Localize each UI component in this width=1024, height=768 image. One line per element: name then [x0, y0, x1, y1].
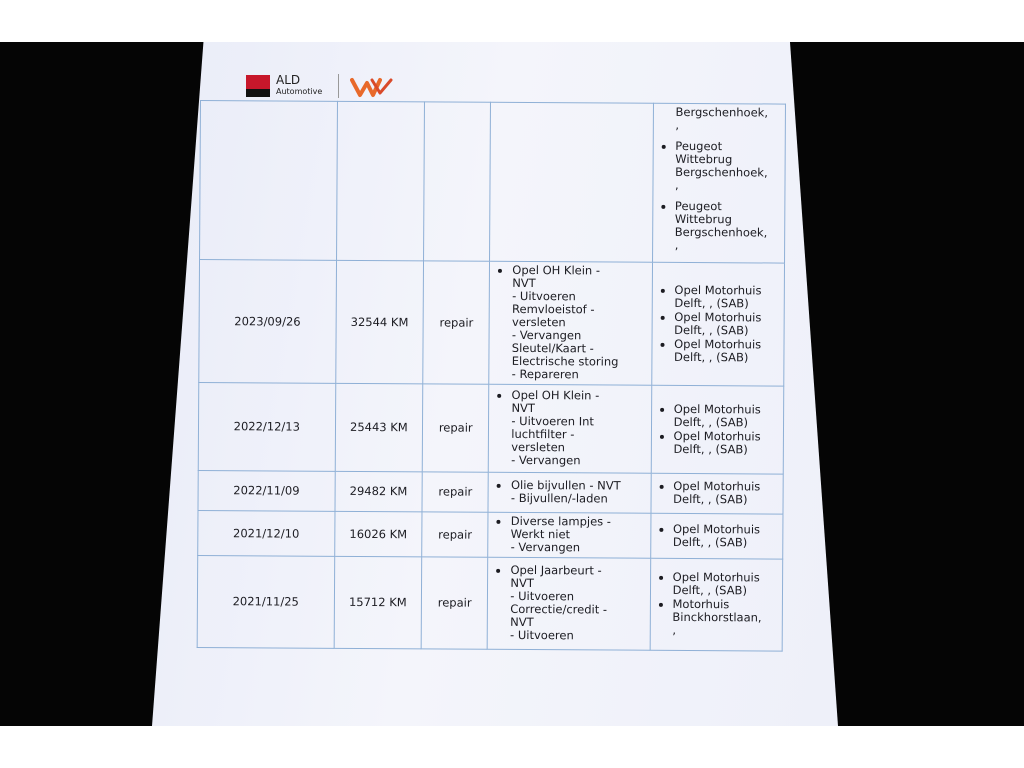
location-item-line: • Opel Motorhuis: [674, 282, 762, 297]
location-cell: [652, 103, 785, 263]
date-cell: 2021/12/10: [198, 510, 335, 556]
description-item-line: - Vervangen: [511, 327, 582, 343]
description-item-line: NVT: [510, 575, 534, 591]
description-cell: [490, 102, 653, 262]
description-item: [512, 264, 646, 382]
mileage-cell: 29482 KM: [335, 471, 423, 512]
logo-name: ALD: [276, 73, 301, 87]
description-item-line: NVT: [512, 275, 536, 291]
location-item: [674, 402, 778, 429]
type-cell: repair: [422, 384, 489, 472]
description-item: [511, 389, 645, 468]
location-item-line: Delft, , (SAB): [673, 349, 749, 364]
type-cell: repair: [422, 512, 488, 557]
location-item: [674, 337, 778, 364]
date-cell: 2023/09/26: [199, 260, 336, 384]
description-list: [495, 515, 644, 555]
table-row: [198, 382, 784, 474]
description-item-line: • Opel OH Klein -: [511, 387, 600, 403]
location-item: [673, 571, 777, 598]
description-item-line: Correctie/credit -: [510, 601, 608, 617]
location-cell: [650, 513, 783, 559]
logo-subtitle: Automotive: [276, 87, 323, 96]
location-item-line: • Opel Motorhuis: [672, 569, 760, 585]
location-cell: [651, 473, 784, 514]
type-cell: repair: [421, 557, 488, 649]
location-item-line: ,: [675, 117, 680, 132]
mileage-cell: 25443 KM: [335, 383, 423, 472]
maintenance-history-table-area: [197, 100, 792, 644]
location-item-line: ,: [674, 237, 679, 252]
location-item-line: Delft, , (SAB): [674, 295, 749, 310]
location-item-line: Bergschenhoek,: [675, 104, 769, 120]
table-row: [198, 470, 783, 514]
description-cell: [489, 384, 652, 473]
description-item: [510, 564, 644, 643]
location-item-line: • Opel Motorhuis: [673, 401, 761, 416]
type-cell: repair: [423, 261, 490, 384]
location-item: [675, 140, 779, 193]
table-row: [200, 101, 786, 264]
location-item: [673, 522, 777, 549]
location-list: [657, 480, 777, 507]
maintenance-history-table: [197, 100, 786, 652]
location-item-line: • Peugeot: [675, 138, 723, 154]
location-cell: [650, 558, 783, 651]
description-item-line: • Opel OH Klein -: [512, 262, 601, 278]
mileage-cell: [336, 101, 425, 261]
description-item-line: NVT: [511, 400, 536, 416]
table-row: [197, 555, 783, 651]
description-item-line: • Opel Jaarbeurt -: [510, 562, 602, 578]
location-item-line: Binckhorstlaan,: [672, 609, 762, 625]
description-item-line: • Olie bijvullen - NVT: [510, 477, 621, 493]
description-cell: [489, 261, 652, 385]
type-cell: [424, 102, 491, 261]
leaseplan-mark-icon: [350, 76, 394, 98]
description-list: [494, 564, 644, 643]
location-item-line: Bergschenhoek,: [674, 224, 768, 240]
mileage-cell: 15712 KM: [334, 556, 422, 649]
description-cell: [488, 472, 650, 513]
ald-automotive-logo: [246, 74, 396, 102]
description-item-line: - Vervangen: [510, 539, 581, 555]
location-item-line: Delft, , (SAB): [673, 441, 748, 456]
location-item-line: • Peugeot: [674, 198, 722, 214]
location-list: [659, 106, 779, 253]
mileage-cell: 32544 KM: [335, 260, 423, 384]
logo-divider: [338, 74, 339, 98]
location-item: [673, 429, 777, 456]
location-item-line: ,: [672, 622, 677, 637]
description-list: [495, 389, 645, 468]
location-item: [672, 598, 776, 638]
location-item-line: Wittebrug: [675, 151, 733, 167]
description-item-line: • Diverse lampjes -: [510, 513, 612, 529]
description-item-line: - Repareren: [511, 366, 579, 382]
description-item-line: - Uitvoeren: [510, 588, 575, 604]
description-item-line: - Uitvoeren: [510, 627, 574, 643]
description-item-line: - Uitvoeren Int: [511, 413, 594, 429]
date-cell: [200, 101, 338, 261]
location-item-line: Delft, , (SAB): [674, 322, 749, 337]
description-item-line: versleten: [511, 439, 566, 455]
location-list: [658, 283, 778, 364]
location-item-line: Delft, , (SAB): [672, 582, 748, 598]
table-row: [199, 260, 785, 387]
date-cell: 2021/11/25: [197, 555, 334, 648]
description-item: [511, 479, 644, 506]
location-item: [674, 283, 778, 310]
table-row: [198, 510, 783, 559]
location-item-line: • Opel Motorhuis: [674, 336, 762, 351]
description-cell: [487, 557, 650, 650]
description-list: [496, 264, 646, 382]
location-item-line: Bergschenhoek,: [675, 164, 768, 180]
location-item-line: • Opel Motorhuis: [673, 428, 761, 443]
description-item-line: Werkt niet: [510, 526, 571, 542]
location-list: [656, 571, 776, 638]
date-cell: 2022/11/09: [198, 470, 335, 511]
logo-square-icon: [246, 75, 270, 97]
location-item: [673, 480, 777, 507]
location-item-line: Wittebrug: [674, 211, 732, 227]
location-cell: [651, 262, 784, 386]
location-item-line: Delft, , (SAB): [673, 491, 748, 507]
location-item-line: • Opel Motorhuis: [674, 309, 762, 324]
description-item-line: - Bijvullen/-laden: [510, 490, 608, 506]
description-item-line: Remvloeistof -: [512, 301, 595, 317]
location-item-line: Delft, , (SAB): [672, 534, 748, 549]
location-list: [657, 522, 777, 549]
description-item-line: NVT: [510, 614, 534, 630]
description-item-line: - Vervangen: [511, 452, 581, 468]
location-item: [675, 200, 779, 253]
description-item-line: versleten: [511, 314, 566, 330]
description-cell: [488, 512, 651, 558]
location-item-line: ,: [675, 177, 679, 192]
description-item-line: Sleutel/Kaart -: [511, 340, 594, 356]
location-list: [657, 402, 777, 456]
location-item: [674, 310, 778, 337]
description-item-line: Electrische storing: [511, 353, 619, 369]
description-item-line: luchtfilter -: [511, 426, 575, 442]
location-item: [675, 106, 779, 133]
location-item-line: • Opel Motorhuis: [673, 478, 761, 494]
location-item-line: • Opel Motorhuis: [672, 521, 761, 536]
mileage-cell: 16026 KM: [334, 511, 422, 557]
description-item-line: - Uitvoeren: [512, 288, 576, 304]
location-item-line: • Motorhuis: [672, 596, 730, 612]
date-cell: 2022/12/13: [198, 382, 335, 471]
location-item-line: Delft, , (SAB): [673, 414, 749, 429]
description-list: [495, 479, 644, 506]
description-item: [511, 515, 644, 555]
location-cell: [651, 385, 784, 474]
type-cell: repair: [422, 472, 488, 512]
